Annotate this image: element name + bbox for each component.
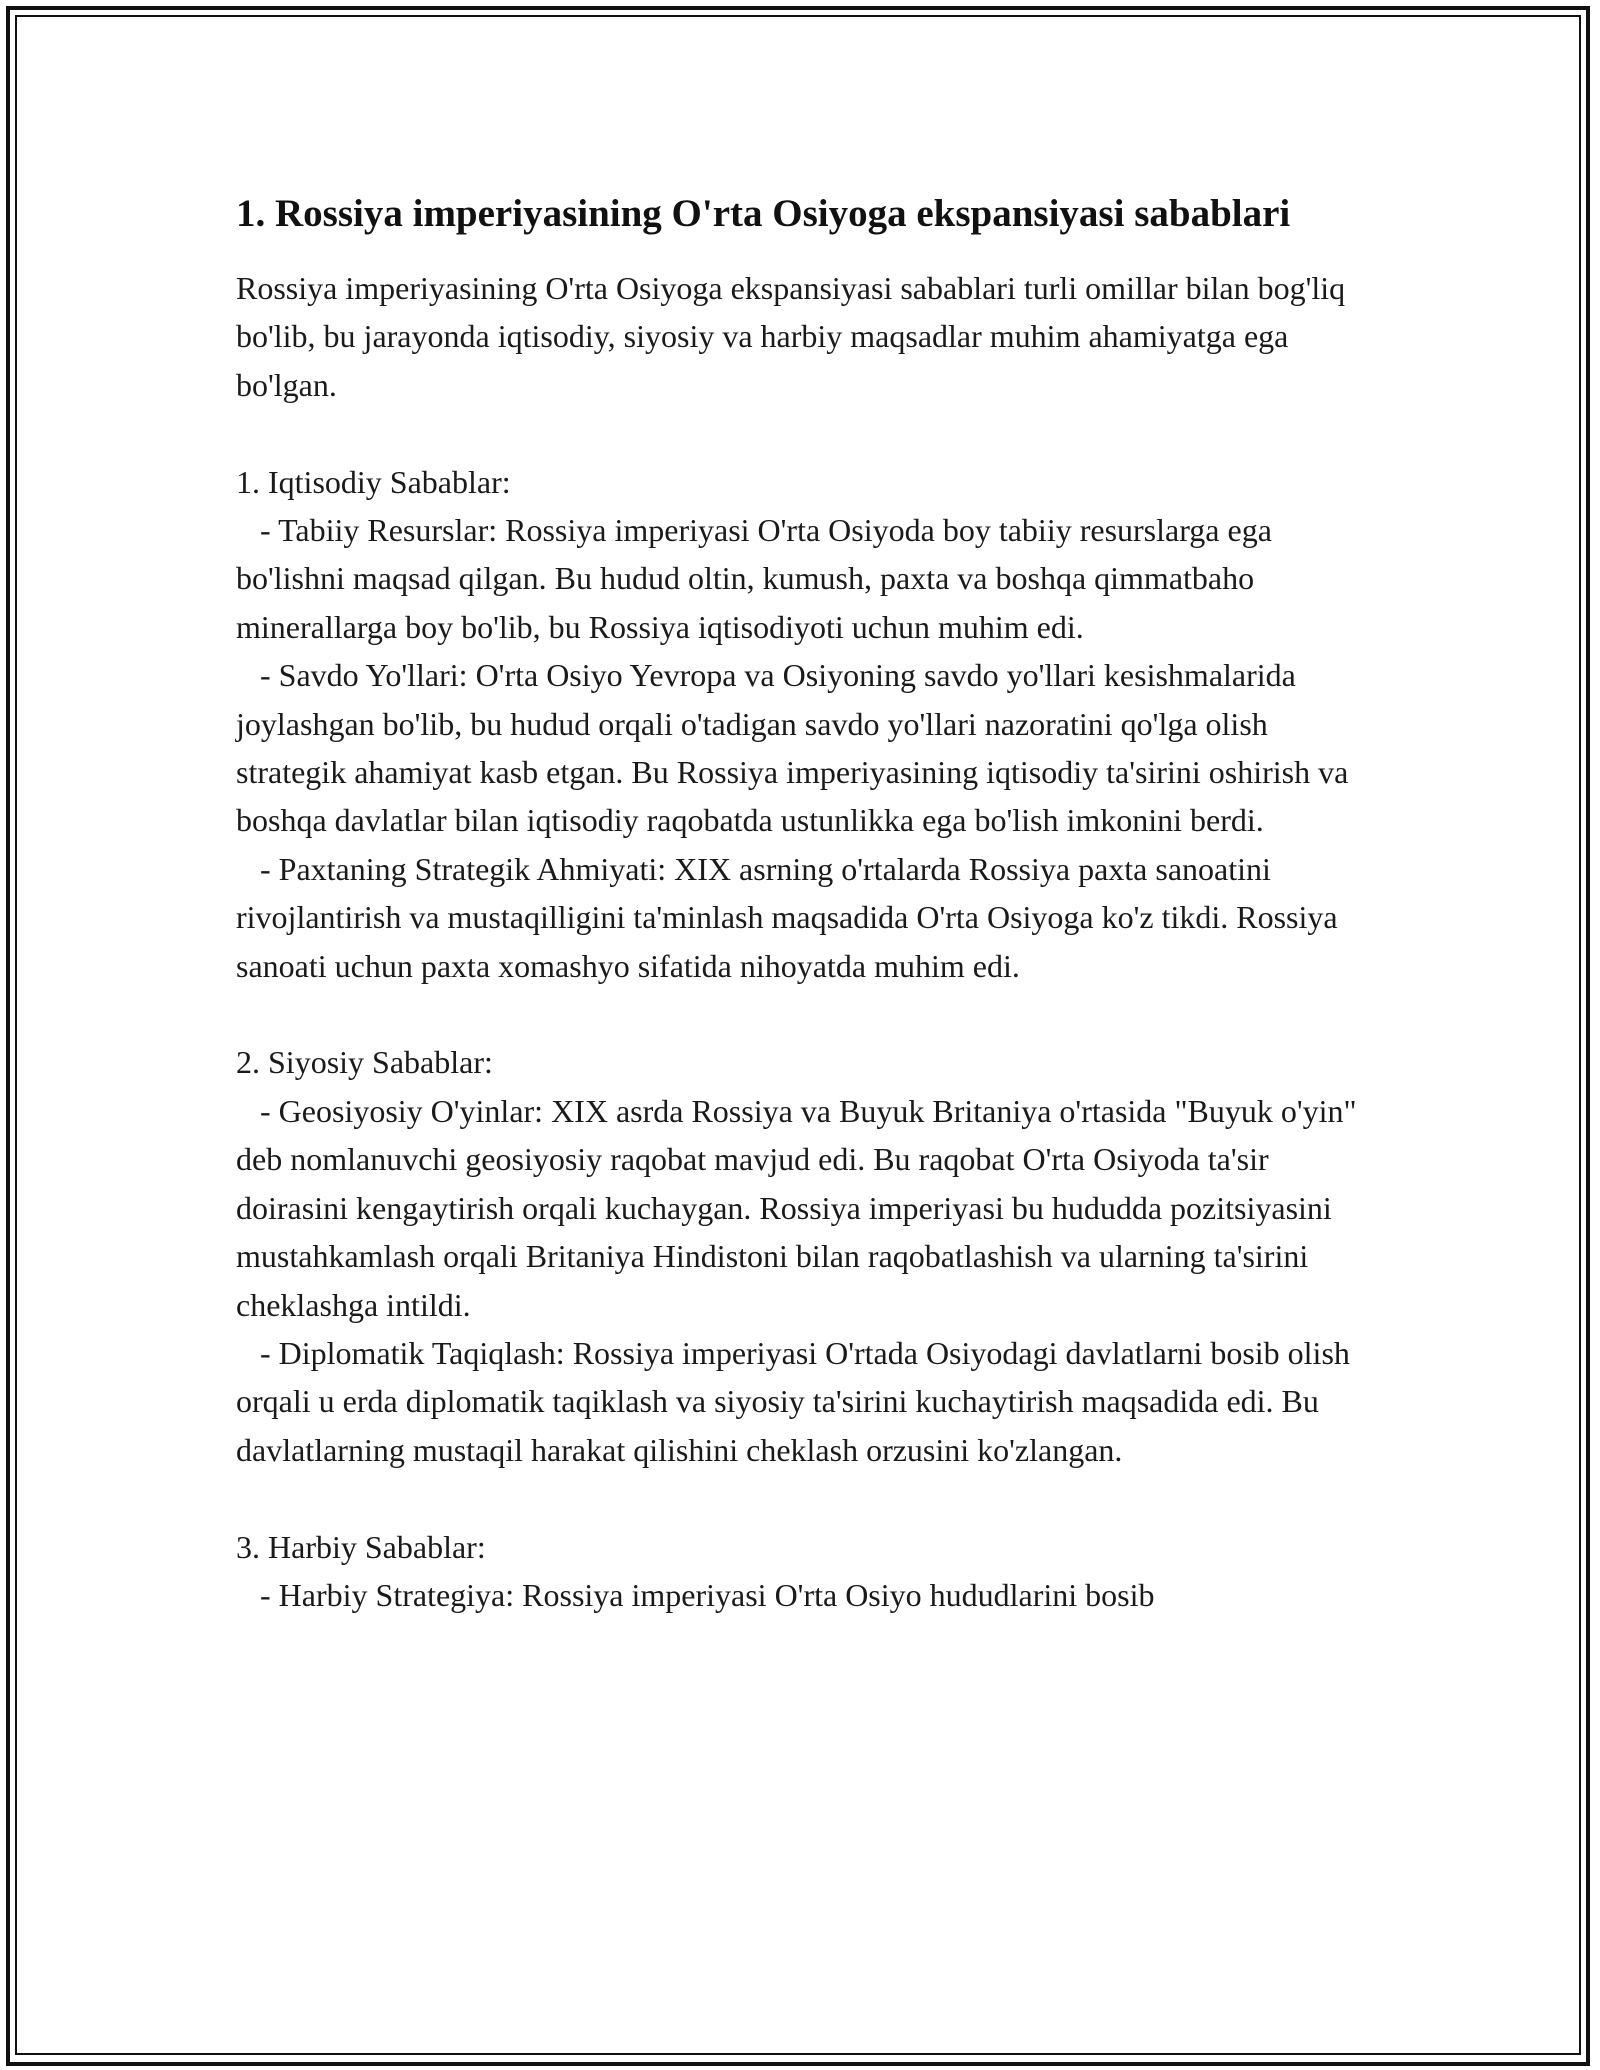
intro-paragraph: Rossiya imperiyasining O'rta Osiyoga ekspansiyasi sabablari turli omillar bilan bog'liq bo'lib, bu jarayonda iqtisodiy, siyosiy va harbiy maqsadlar muhim ahamiyatga ega bo'lgan. <box>236 270 1354 403</box>
list-item: - Harbiy Strategiya: Rossiya imperiyasi O'rta Osiyo hududlarini bosib <box>236 1576 1155 1613</box>
list-item: - Diplomatik Taqiqlash: Rossiya imperiyasi O'rtada Osiyodagi davlatlarni bosib olish orqali u erda diplomatik taqiklash va siyosiy ta'sirini kuchaytirish maqsadida edi. Bu davlatlarning mustaqil harakat qilishini cheklash orzusini ko'zlangan. <box>236 1334 1358 1468</box>
section-heading: 3. Harbiy Sabablar: <box>236 1528 486 1565</box>
spacer <box>236 1474 1376 1522</box>
spacer <box>236 409 1376 457</box>
list-item: - Geosiyosiy O'yinlar: XIX asrda Rossiya va Buyuk Britaniya o'rtasida "Buyuk o'yin" deb nomlanuvchi geosiyosiy raqobat mavjud edi. Bu raqobat O'rta Osiyoda ta'sir doirasini kengaytirish orqali kuchaygan. Rossiya imperiyasi bu hududda pozitsiyasini mustahkamlash orqali Britaniya Hindistoni bilan raqobatlashish va ularning ta'sirini cheklashga intildi. <box>236 1092 1365 1323</box>
section-heading: 1. Iqtisodiy Sabablar: <box>236 463 511 500</box>
list-item: - Savdo Yo'llari: O'rta Osiyo Yevropa va Osiyoning savdo yo'llari kesishmalarida joylashgan bo'lib, bu hudud orqali o'tadigan savdo yo'llari nazoratini qo'lga olish strategik ahamiyat kasb etgan. Bu Rossiya imperiyasining iqtisodiy ta'sirini oshirish va boshqa davlatlar bilan iqtisodiy raqobatda ustunlikka ega bo'lish imkonini berdi. <box>236 657 1357 839</box>
section-heading: 2. Siyosiy Sabablar: <box>236 1044 493 1081</box>
list-item: - Tabiiy Resurslar: Rossiya imperiyasi O'rta Osiyoda boy tabiiy resurslarga ega bo'lishni maqsad qilgan. Bu hudud oltin, kumush, paxta va boshqa qimmatbaho minerallarga boy bo'lib, bu Rossiya iqtisodiyoti uchun muhim edi. <box>236 512 1280 645</box>
section-military <box>236 1523 1376 1620</box>
list-item: - Paxtaning Strategik Ahmiyati: XIX asrning o'rtalarda Rossiya paxta sanoatini rivojlantirish va mustaqilligini ta'minlash maqsadida O'rta Osiyoga ko'z tikdi. Rossiya sanoati uchun paxta xomashyo sifatida nihoyatda muhim edi. <box>236 850 1346 984</box>
document-body <box>236 186 1376 1619</box>
spacer <box>236 990 1376 1038</box>
section-economic <box>236 458 1376 990</box>
page-title: 1. Rossiya imperiyasining O'rta Osiyoga ekspansiyasi sabablari <box>236 192 1291 235</box>
section-political <box>236 1038 1376 1474</box>
